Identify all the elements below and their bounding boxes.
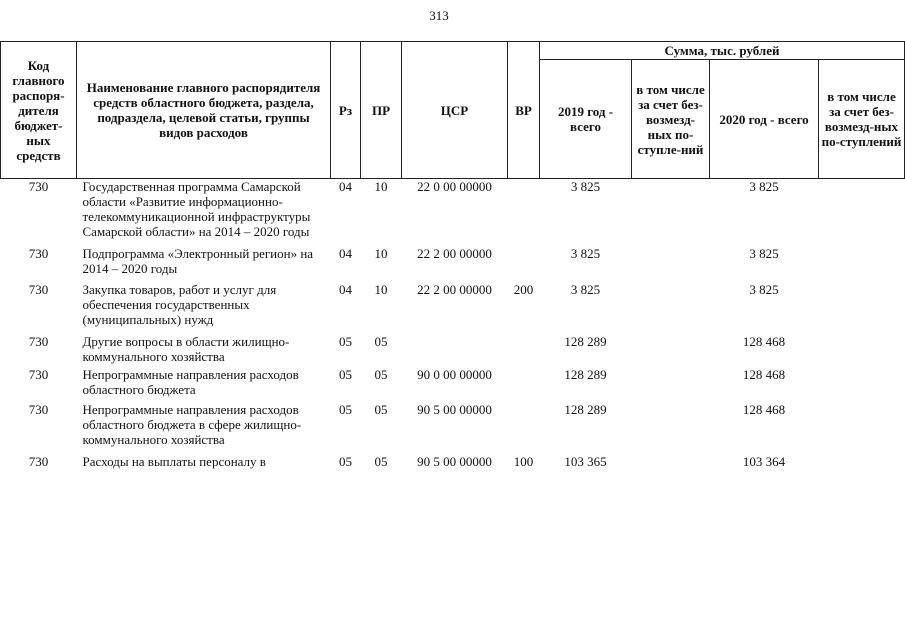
cell-2020-free (819, 179, 905, 247)
page-number: 313 (429, 8, 449, 23)
cell-rz: 04 (339, 246, 352, 261)
cell-pr: 05 (374, 334, 388, 349)
cell-kod: 730 (1, 179, 77, 247)
table-row (1, 402, 905, 454)
cell-2020-total: 3 825 (749, 282, 779, 297)
cell-2020-free (819, 367, 905, 402)
cell-2019-total: 128 289 (564, 402, 607, 417)
cell-2019-total: 3 825 (570, 246, 601, 261)
cell-rz: 05 (339, 454, 352, 469)
cell-csr: 90 0 00 00000 (417, 367, 492, 382)
cell-rz: 04 (331, 179, 361, 247)
cell-csr (402, 334, 508, 367)
cell-2020-free (819, 454, 905, 477)
cell-kod: 730 (28, 246, 49, 261)
cell-kod: 730 (28, 454, 49, 469)
cell-kod: 730 (28, 282, 49, 297)
cell-rz: 05 (339, 367, 352, 382)
cell-csr: 22 0 00 00000 (402, 179, 508, 247)
header-sum-group: Сумма, тыс. рублей (540, 42, 905, 60)
cell-2019-total: 128 289 (564, 334, 607, 349)
cell-2019-free (632, 334, 710, 367)
cell-vr (508, 334, 540, 367)
cell-2019-total: 3 825 (570, 282, 601, 297)
cell-kod: 730 (28, 367, 49, 382)
cell-2020-total: 128 468 (742, 402, 786, 417)
table-header (1, 42, 905, 179)
cell-name: Непрограммные направления расходов областного бюджета (82, 367, 299, 397)
cell-2020-total: 128 468 (742, 367, 786, 382)
cell-vr: 100 (513, 454, 534, 469)
table-row (1, 334, 905, 367)
cell-2020-free (819, 402, 905, 454)
cell-2019-free (632, 246, 710, 282)
header-name: Наименование главного распорядителя средств областного бюджета, раздела, подраздела, целевой статьи, группы видов расходов (77, 42, 331, 179)
cell-pr: 05 (374, 402, 388, 417)
cell-2020-total: 103 364 (742, 454, 786, 469)
cell-rz: 04 (339, 282, 352, 297)
cell-csr: 22 2 00 00000 (417, 246, 492, 261)
cell-2019-free (632, 282, 710, 334)
budget-table (0, 41, 905, 477)
cell-pr: 10 (361, 179, 402, 247)
cell-csr: 90 5 00 00000 (417, 454, 492, 469)
header-2020-total: 2020 год - всего (710, 60, 819, 179)
cell-pr: 10 (374, 246, 388, 261)
cell-rz: 05 (339, 334, 352, 349)
table-row (1, 367, 905, 402)
table-row (1, 246, 905, 282)
cell-vr (508, 367, 540, 402)
header-rz: Рз (331, 42, 361, 179)
header-vr: ВР (508, 42, 540, 179)
cell-vr (508, 402, 540, 454)
cell-pr: 05 (374, 454, 388, 469)
cell-name: Непрограммные направления расходов областного бюджета в сфере жилищно-коммунального хозяйства (82, 402, 302, 447)
cell-kod: 730 (28, 334, 49, 349)
cell-2020-total: 3 825 (749, 246, 779, 261)
cell-vr: 200 (513, 282, 534, 297)
cell-name: Расходы на выплаты персоналу в (82, 454, 266, 469)
table-row (1, 454, 905, 477)
cell-pr: 05 (374, 367, 388, 382)
cell-2020-total: 3 825 (710, 179, 819, 247)
cell-2019-free (632, 402, 710, 454)
table-row (1, 282, 905, 334)
cell-name: Государственная программа Самарской области «Развитие информационно-телекоммуникационной инфраструктуры Самарской области» на 2014 – 2020 годы (77, 179, 331, 247)
table-row (1, 179, 905, 247)
cell-csr: 90 5 00 00000 (417, 402, 492, 417)
cell-2019-free (632, 179, 710, 247)
header-pr: ПР (361, 42, 402, 179)
cell-csr: 22 2 00 00000 (417, 282, 492, 297)
cell-2019-total: 103 365 (564, 454, 607, 469)
cell-2020-free (819, 282, 905, 334)
cell-2019-total: 3 825 (540, 179, 632, 247)
cell-2019-free (632, 454, 710, 477)
cell-2020-total: 128 468 (742, 334, 786, 349)
table-body (1, 179, 905, 478)
cell-vr (508, 246, 540, 282)
cell-name: Другие вопросы в области жилищно-коммунального хозяйства (82, 334, 290, 364)
cell-2019-total: 128 289 (564, 367, 607, 382)
cell-kod: 730 (28, 402, 49, 417)
cell-2019-free (632, 367, 710, 402)
cell-vr (508, 179, 540, 247)
header-kod: Код главного распоря-дителя бюджет-ных средств (1, 42, 77, 179)
cell-rz: 05 (339, 402, 352, 417)
cell-name: Подпрограмма «Электронный регион» на 2014 – 2020 годы (82, 246, 314, 276)
header-2019-total: 2019 год - всего (540, 60, 632, 179)
header-csr: ЦСР (402, 42, 508, 179)
header-2020-free: в том числе за счет без-возмезд-ных по-ступлений (819, 60, 905, 179)
cell-pr: 10 (374, 282, 388, 297)
cell-name: Закупка товаров, работ и услуг для обеспечения государственных (муниципальных) нужд (82, 282, 277, 327)
cell-2020-free (819, 334, 905, 367)
cell-2020-free (819, 246, 905, 282)
header-2019-free: в том числе за счет без-возмезд-ных по-ступле-ний (632, 60, 710, 179)
